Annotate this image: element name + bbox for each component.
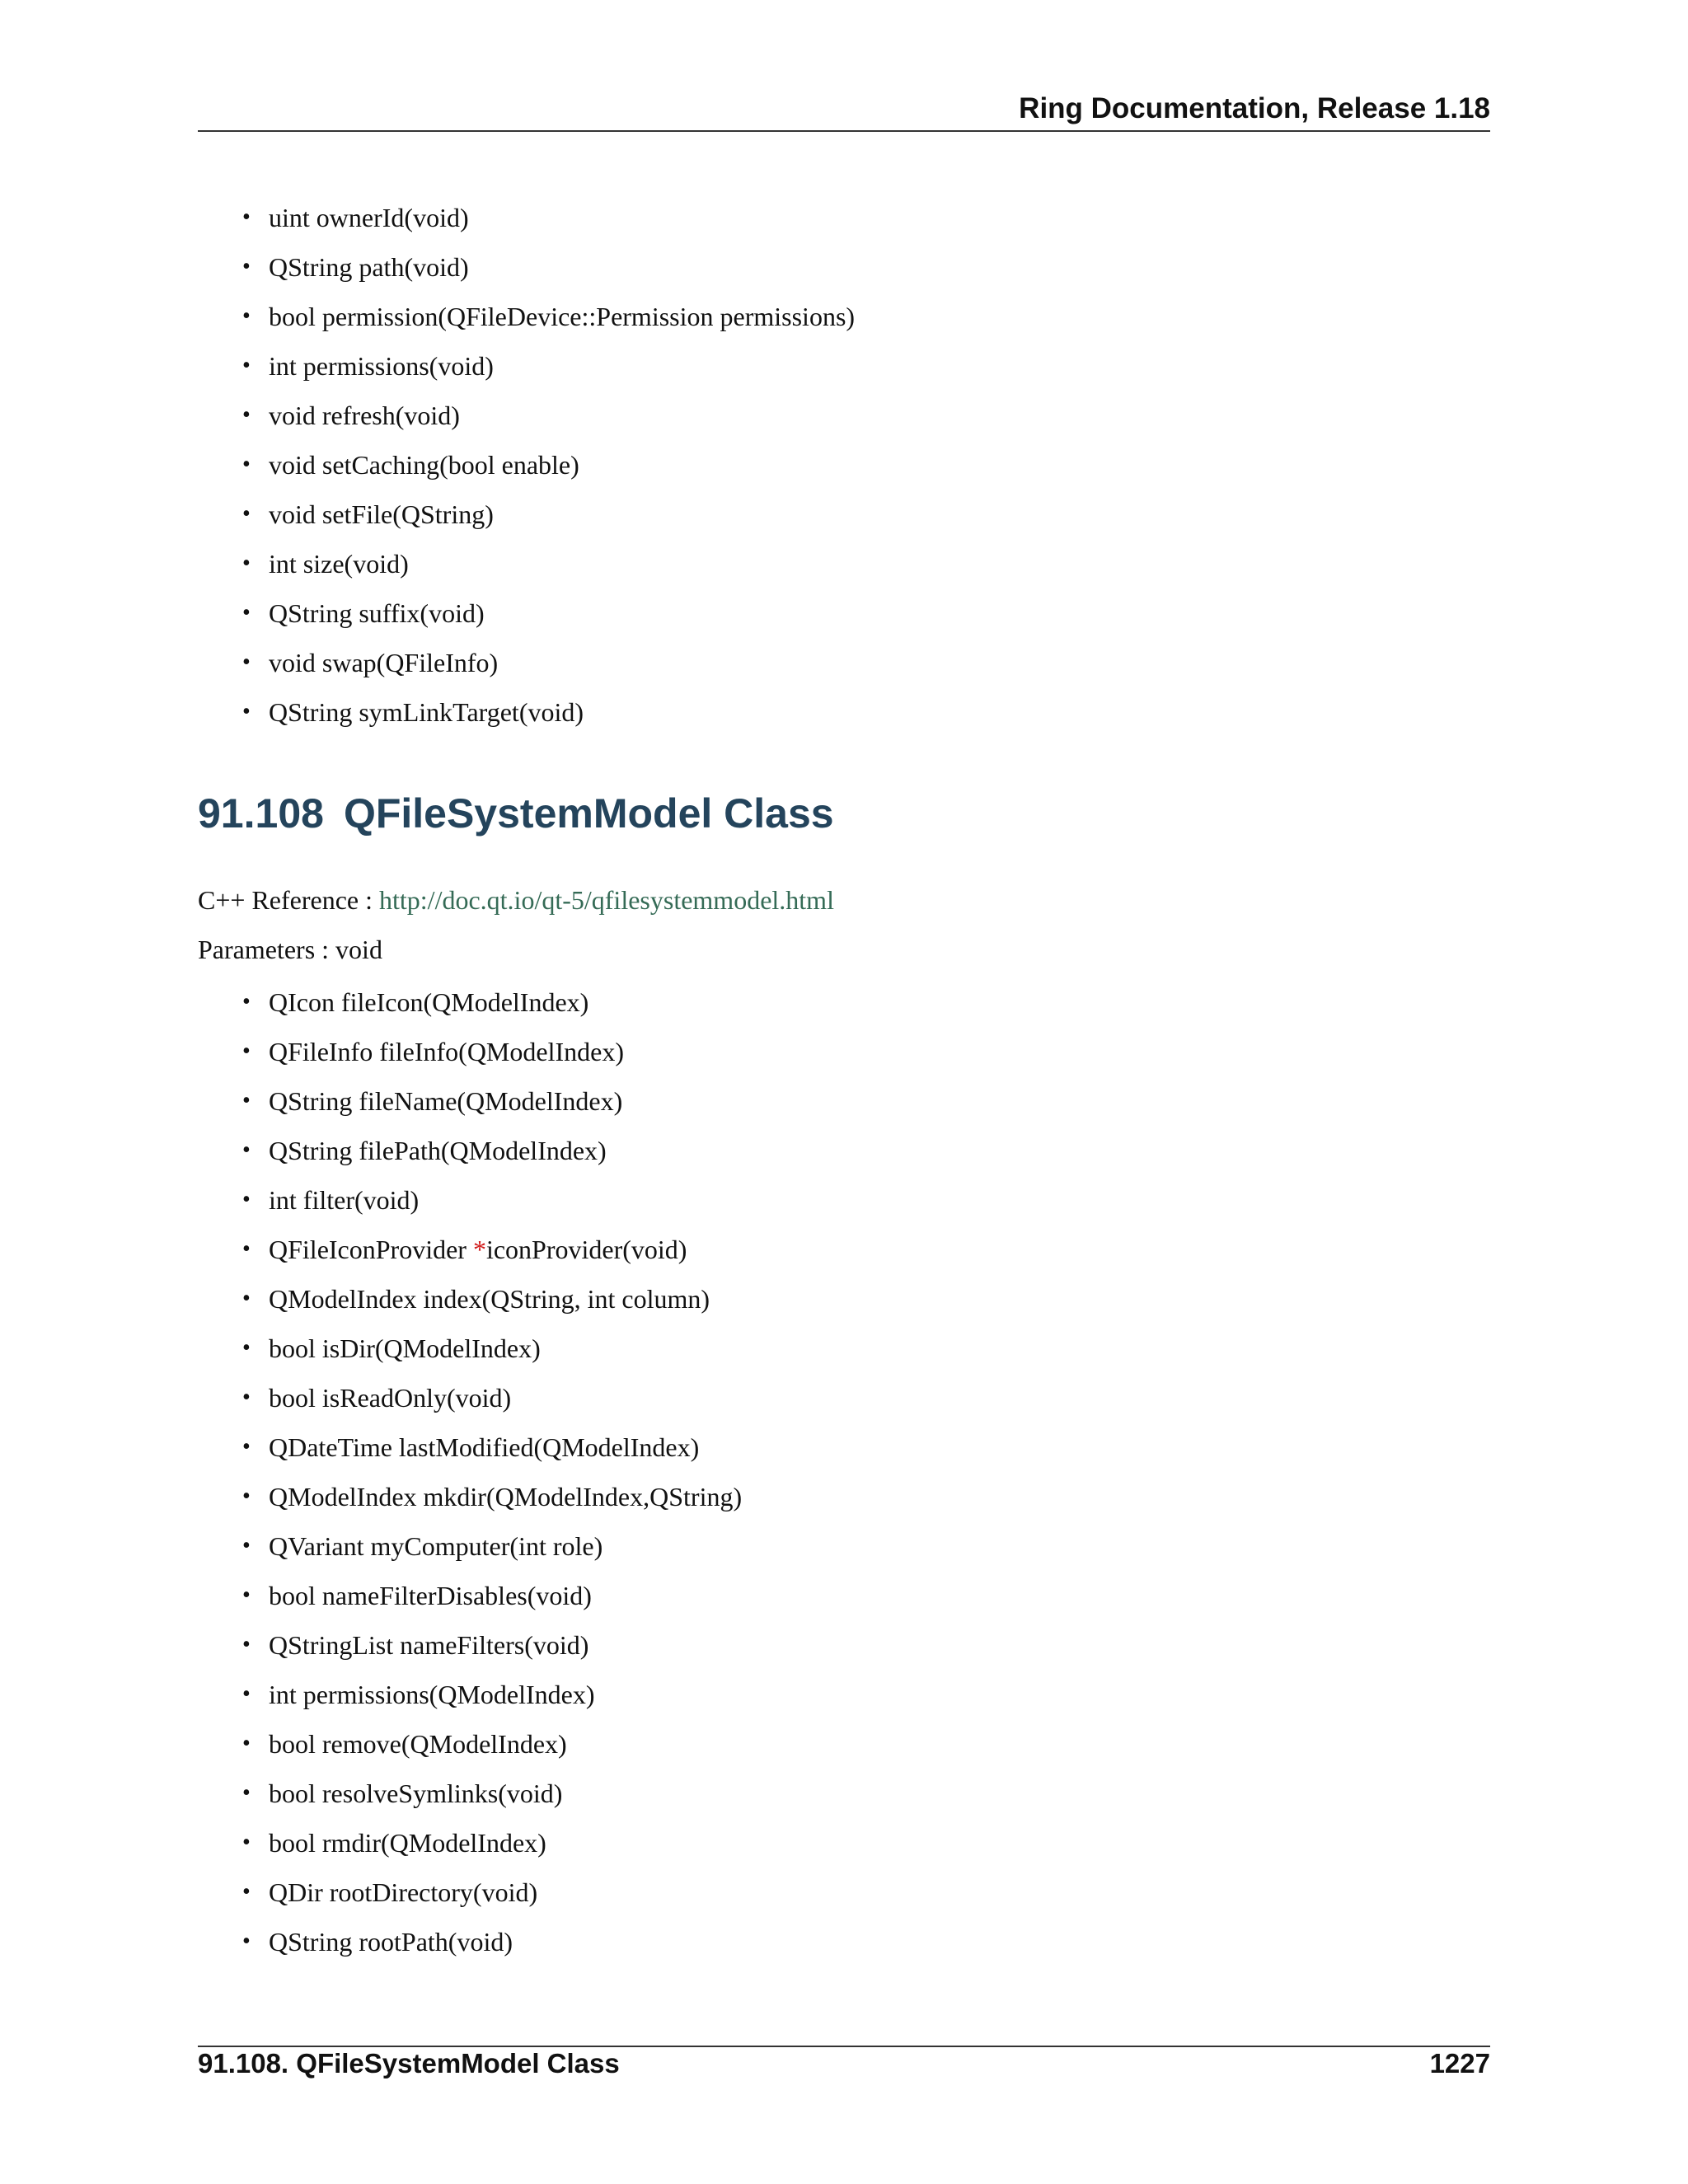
method-signature: QString suffix(void) <box>269 598 485 628</box>
method-signature: int permissions(QModelIndex) <box>269 1680 595 1709</box>
bullet: • <box>242 1879 251 1905</box>
method-signature: QString filePath(QModelIndex) <box>269 1136 607 1165</box>
list-item <box>242 1225 742 1274</box>
bullet: • <box>242 501 251 527</box>
section-title: QFileSystemModel Class <box>343 790 834 837</box>
pointer-asterisk: * <box>472 1235 486 1264</box>
bullet: • <box>242 204 251 230</box>
bullet: • <box>242 1780 251 1806</box>
method-signature-type: QFileIconProvider <box>269 1235 473 1264</box>
list-item <box>242 687 855 737</box>
list-item <box>242 292 855 341</box>
method-signature: bool isReadOnly(void) <box>269 1383 512 1413</box>
list-item <box>242 1818 742 1868</box>
reference-link[interactable]: http://doc.qt.io/qt-5/qfilesystemmodel.html <box>379 885 834 915</box>
bullet: • <box>242 1335 251 1361</box>
list-item <box>242 1076 742 1126</box>
list-item <box>242 638 855 687</box>
bullet: • <box>242 1187 251 1212</box>
bullet: • <box>242 1483 251 1509</box>
list-item <box>242 1324 742 1373</box>
footer-section-label: 91.108. QFileSystemModel Class <box>198 2048 620 2079</box>
list-item <box>242 490 855 539</box>
list-item <box>242 1719 742 1769</box>
method-signature: int permissions(void) <box>269 351 494 381</box>
method-signature: bool isDir(QModelIndex) <box>269 1333 541 1363</box>
method-signature: QString symLinkTarget(void) <box>269 697 584 727</box>
method-signature: void refresh(void) <box>269 401 460 430</box>
bullet: • <box>242 989 251 1015</box>
list-item <box>242 1769 742 1818</box>
bullet: • <box>242 254 251 279</box>
list-item <box>242 1274 742 1324</box>
method-signature: bool resolveSymlinks(void) <box>269 1779 563 1808</box>
method-signature: int size(void) <box>269 549 409 579</box>
method-signature: QString path(void) <box>269 252 469 282</box>
method-signature-name: iconProvider(void) <box>485 1235 687 1264</box>
method-signature: QModelIndex mkdir(QModelIndex,QString) <box>269 1482 743 1511</box>
method-signature: QDateTime lastModified(QModelIndex) <box>269 1432 700 1462</box>
section-number: 91.108 <box>198 790 324 837</box>
bullet: • <box>242 353 251 378</box>
bullet: • <box>242 303 251 329</box>
bullet: • <box>242 1681 251 1707</box>
list-item <box>242 440 855 490</box>
bullet: • <box>242 1286 251 1311</box>
list-item <box>242 977 742 1027</box>
method-signature: QStringList nameFilters(void) <box>269 1630 589 1660</box>
bullet: • <box>242 699 251 724</box>
method-signature: bool permission(QFileDevice::Permission permissions) <box>269 302 856 331</box>
bullet: • <box>242 1582 251 1608</box>
bullet: • <box>242 1632 251 1657</box>
method-signature: void swap(QFileInfo) <box>269 648 499 677</box>
qfilesystemmodel-method-list <box>242 977 742 1966</box>
list-item <box>242 539 855 588</box>
method-signature: uint ownerId(void) <box>269 203 469 232</box>
list-item <box>242 242 855 292</box>
list-item <box>242 341 855 391</box>
method-signature: QModelIndex index(QString, int column) <box>269 1284 710 1314</box>
list-item <box>242 1670 742 1719</box>
page-number: 1227 <box>1429 2048 1490 2079</box>
list-item <box>242 1027 742 1076</box>
list-item <box>242 193 855 242</box>
list-item <box>242 1620 742 1670</box>
bullet: • <box>242 1731 251 1756</box>
section-heading <box>198 785 834 842</box>
cpp-reference-line <box>198 880 834 920</box>
method-signature: QFileInfo fileInfo(QModelIndex) <box>269 1037 624 1066</box>
reference-label: C++ Reference : <box>198 885 379 915</box>
list-item <box>242 1126 742 1175</box>
method-signature: bool remove(QModelIndex) <box>269 1729 567 1759</box>
bullet: • <box>242 1533 251 1558</box>
method-signature: QString fileName(QModelIndex) <box>269 1086 623 1116</box>
bullet: • <box>242 1830 251 1855</box>
method-signature: QIcon fileIcon(QModelIndex) <box>269 987 589 1017</box>
method-signature: void setFile(QString) <box>269 499 494 529</box>
bullet: • <box>242 452 251 477</box>
bullet: • <box>242 551 251 576</box>
list-item <box>242 1571 742 1620</box>
bullet: • <box>242 1038 251 1064</box>
list-item <box>242 1175 742 1225</box>
bullet: • <box>242 649 251 675</box>
running-header: Ring Documentation, Release 1.18 <box>1019 92 1490 124</box>
bullet: • <box>242 600 251 626</box>
qfileinfo-method-list <box>242 193 855 737</box>
list-item <box>242 1917 742 1966</box>
list-item <box>242 588 855 638</box>
bullet: • <box>242 1434 251 1460</box>
method-signature: void setCaching(bool enable) <box>269 450 579 480</box>
parameters-line: Parameters : void <box>198 935 382 964</box>
list-item <box>242 1521 742 1571</box>
method-signature: QString rootPath(void) <box>269 1927 513 1957</box>
method-signature: bool rmdir(QModelIndex) <box>269 1828 546 1858</box>
method-signature: int filter(void) <box>269 1185 420 1215</box>
bullet: • <box>242 1137 251 1163</box>
method-signature: QVariant myComputer(int role) <box>269 1531 603 1561</box>
list-item <box>242 1868 742 1917</box>
list-item <box>242 1422 742 1472</box>
list-item <box>242 391 855 440</box>
header-rule <box>198 130 1490 132</box>
method-signature: bool nameFilterDisables(void) <box>269 1581 592 1610</box>
method-signature: QDir rootDirectory(void) <box>269 1877 538 1907</box>
list-item <box>242 1472 742 1521</box>
bullet: • <box>242 402 251 428</box>
list-item <box>242 1373 742 1422</box>
bullet: • <box>242 1929 251 1954</box>
bullet: • <box>242 1236 251 1262</box>
bullet: • <box>242 1088 251 1113</box>
bullet: • <box>242 1385 251 1410</box>
